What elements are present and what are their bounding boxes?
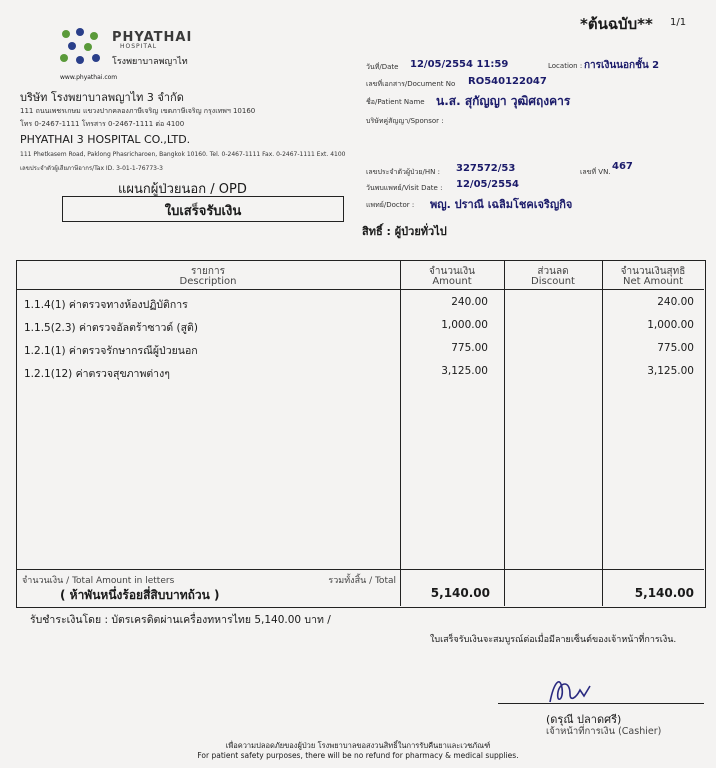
patient-value: น.ส. สุกัญญา วุฒิศฤงคาร xyxy=(436,94,571,108)
company-en-address: 111 Phetkasem Road, Paklong Phasricharoen, Bangkok 10160. Tel. 0-2467-1111 Fax. 0-2467-1111 Ext. 4100 xyxy=(20,151,346,158)
cashier-role: เจ้าหน้าที่การเงิน (Cashier) xyxy=(546,726,662,737)
patient-right: สิทธิ์ : ผู้ป่วยทั่วไป xyxy=(362,225,447,238)
row-net: 1,000.00 xyxy=(647,319,694,331)
brand-web: www.phyathai.com xyxy=(60,74,118,81)
brand-name: PHYATHAI xyxy=(112,30,193,45)
footer-thai: เพื่อความปลอดภัยของผู้ป่วย โรงพยาบาลขอสงวนสิทธิ์ในการรับคืนยาและเวชภัณฑ์ xyxy=(225,741,491,750)
visit-date-value: 12/05/2554 xyxy=(456,179,519,190)
company-thai-address: 111 ถนนเพชรเกษม แขวงปากคลองภาษีเจริญ เขตภาษีเจริญ กรุงเทพฯ 10160 xyxy=(20,107,256,115)
header-discount-en: Discount xyxy=(531,276,575,287)
col-divider-1 xyxy=(400,260,401,606)
row-amount: 3,125.00 xyxy=(441,365,488,377)
patient-label: ชื่อ/Patient Name xyxy=(366,98,425,106)
cashier-name: (ดรุณี ปลาดศรี) xyxy=(546,713,622,726)
signature-line xyxy=(498,703,704,704)
validity-note: ใบเสร็จรับเงินจะสมบูรณ์ต่อเมื่อมีลายเซ็นต์ของเจ้าหน้าที่การเงิน. xyxy=(430,635,677,645)
row-net: 240.00 xyxy=(657,296,694,308)
row-amount: 240.00 xyxy=(451,296,488,308)
hn-value: 327572/53 xyxy=(456,163,516,174)
payment-method: รับชำระเงินโดย : บัตรเครดิตผ่านเครื่องทหารไทย 5,140.00 บาท / xyxy=(30,614,331,626)
department: แผนกผู้ป่วยนอก / OPD xyxy=(118,182,247,197)
header-divider xyxy=(16,289,704,290)
document-title: ใบเสร็จรับเงิน xyxy=(164,204,242,219)
company-thai-phone: โทร 0-2467-1111 โทรสาร 0-2467-1111 ต่อ 4100 xyxy=(20,120,185,128)
date-value: 12/05/2554 11:59 xyxy=(410,59,509,70)
brand-thai: โรงพยาบาลพญาไท xyxy=(112,57,188,67)
date-label: วันที่/Date xyxy=(366,63,399,71)
row-desc: 1.2.1(12) ค่าตรวจสุขภาพต่างๆ xyxy=(24,368,170,380)
cashier-signature xyxy=(540,672,600,710)
col-divider-2 xyxy=(504,260,505,606)
company-thai-name: บริษัท โรงพยาบาลพญาไท 3 จำกัด xyxy=(20,91,184,104)
total-net-amount: 5,140.00 xyxy=(634,586,694,600)
doctor-label: แพทย์/Doctor : xyxy=(366,201,415,209)
row-net: 3,125.00 xyxy=(647,365,694,377)
total-letters-label: จำนวนเงิน / Total Amount in letters xyxy=(22,576,175,586)
header-net-th: จำนวนเงินสุทธิ xyxy=(620,266,686,277)
brand-sub: HOSPITAL xyxy=(120,43,158,50)
row-desc: 1.1.4(1) ค่าตรวจทางห้องปฏิบัติการ xyxy=(24,299,188,311)
vn-label: เลขที่ VN. xyxy=(580,168,611,176)
page-number: 1/1 xyxy=(670,17,687,28)
total-label: รวมทั้งสิ้น / Total xyxy=(328,576,396,586)
row-desc: 1.2.1(1) ค่าตรวจรักษากรณีผู้ป่วยนอก xyxy=(24,345,198,357)
total-in-letters: ( ห้าพันหนึ่งร้อยสี่สิบบาทถ้วน ) xyxy=(60,588,220,602)
sponsor-label: บริษัทคู่สัญญา/Sponsor : xyxy=(366,117,444,125)
vn-value: 467 xyxy=(612,161,633,172)
header-description-en: Description xyxy=(179,276,237,287)
location-value: การเงินนอกชั้น 2 xyxy=(584,60,660,71)
doc-value: RO540122047 xyxy=(468,76,547,87)
company-tax-id: เลขประจำตัวผู้เสียภาษีอากร/Tax ID. 3-01-1-76773-3 xyxy=(20,165,163,172)
visit-date-label: วันพบแพทย์/Visit Date : xyxy=(366,184,443,192)
col-divider-3 xyxy=(602,260,603,606)
header-amount-th: จำนวนเงิน xyxy=(429,266,475,277)
row-amount: 1,000.00 xyxy=(441,319,488,331)
total-amount: 5,140.00 xyxy=(430,586,490,600)
total-divider xyxy=(16,569,704,570)
header-amount-en: Amount xyxy=(432,276,472,287)
row-net: 775.00 xyxy=(657,342,694,354)
doc-label: เลขที่เอกสาร/Document No xyxy=(366,80,456,88)
header-net-en: Net Amount xyxy=(622,276,684,287)
copy-label: *ต้นฉบับ** xyxy=(580,15,653,33)
footer-english: For patient safety purposes, there will be no refund for pharmacy & medical supplies. xyxy=(197,751,519,760)
company-en-name: PHYATHAI 3 HOSPITAL CO.,LTD. xyxy=(20,133,191,146)
row-desc: 1.1.5(2.3) ค่าตรวจอัลตร้าซาวด์ (สูติ) xyxy=(24,322,198,334)
row-amount: 775.00 xyxy=(451,342,488,354)
header-discount-th: ส่วนลด xyxy=(537,266,569,277)
header-description-th: รายการ xyxy=(191,266,225,277)
doctor-value: พญ. ปราณี เฉลิมโชคเจริญกิจ xyxy=(430,198,573,211)
location-label: Location : xyxy=(548,62,583,70)
hospital-logo-icon xyxy=(58,28,106,70)
hn-label: เลขประจำตัวผู้ป่วย/HN : xyxy=(366,168,440,176)
